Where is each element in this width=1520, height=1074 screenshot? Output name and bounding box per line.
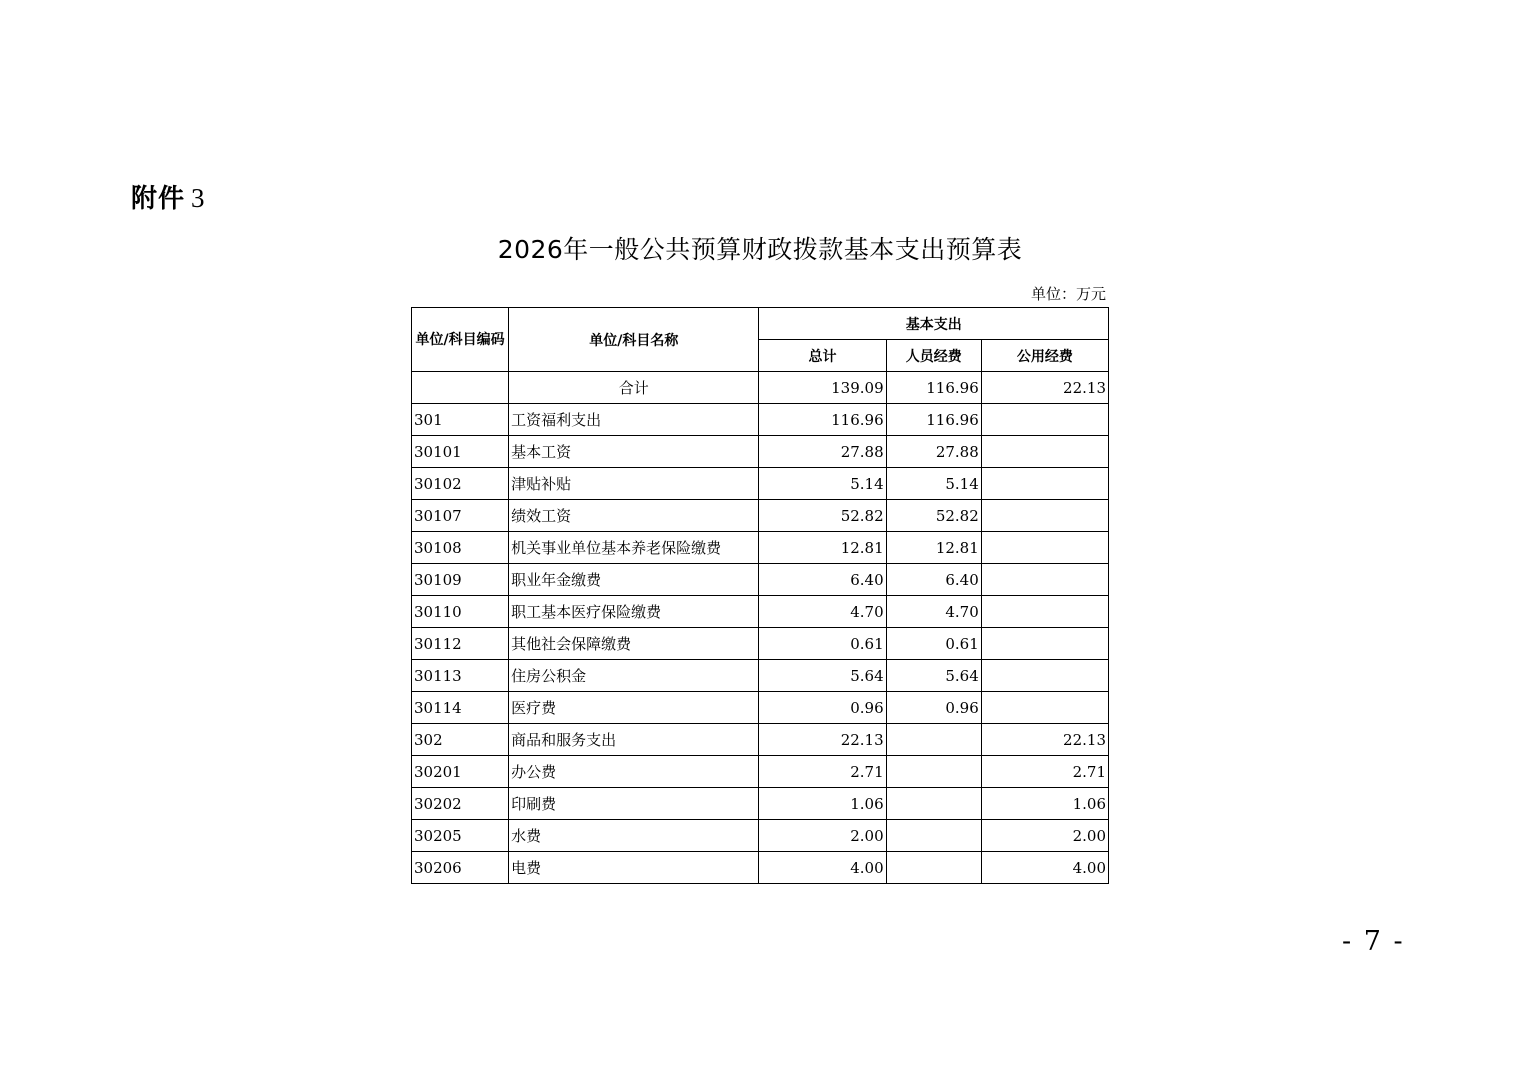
cell-public: 1.06 bbox=[981, 788, 1108, 820]
header-name: 单位/科目名称 bbox=[509, 308, 759, 372]
cell-public bbox=[981, 564, 1108, 596]
cell-public bbox=[981, 628, 1108, 660]
table-row bbox=[412, 628, 1109, 660]
cell-total: 12.81 bbox=[759, 532, 886, 564]
header-basic-expenditure: 基本支出 bbox=[759, 308, 1109, 340]
cell-name: 津贴补贴 bbox=[509, 468, 759, 500]
cell-public bbox=[981, 660, 1108, 692]
cell-public bbox=[981, 596, 1108, 628]
cell-code: 30107 bbox=[412, 500, 509, 532]
table-header bbox=[412, 308, 1109, 372]
page-number: - 7 - bbox=[1342, 926, 1405, 957]
cell-public bbox=[981, 468, 1108, 500]
table-row bbox=[412, 660, 1109, 692]
cell-personnel bbox=[886, 724, 981, 756]
cell-name: 基本工资 bbox=[509, 436, 759, 468]
cell-code: 30102 bbox=[412, 468, 509, 500]
cell-name: 绩效工资 bbox=[509, 500, 759, 532]
table-row bbox=[412, 756, 1109, 788]
cell-personnel bbox=[886, 756, 981, 788]
budget-table bbox=[411, 307, 1109, 884]
table-row bbox=[412, 596, 1109, 628]
header-total: 总计 bbox=[759, 340, 886, 372]
cell-total: 22.13 bbox=[759, 724, 886, 756]
table-row bbox=[412, 468, 1109, 500]
table-row bbox=[412, 436, 1109, 468]
cell-public bbox=[981, 692, 1108, 724]
cell-total: 4.70 bbox=[759, 596, 886, 628]
cell-personnel: 116.96 bbox=[886, 372, 981, 404]
cell-name: 办公费 bbox=[509, 756, 759, 788]
table-row bbox=[412, 564, 1109, 596]
cell-code: 30205 bbox=[412, 820, 509, 852]
cell-total: 5.14 bbox=[759, 468, 886, 500]
cell-code: 301 bbox=[412, 404, 509, 436]
cell-personnel: 5.14 bbox=[886, 468, 981, 500]
cell-total: 2.71 bbox=[759, 756, 886, 788]
cell-total: 27.88 bbox=[759, 436, 886, 468]
cell-code: 30206 bbox=[412, 852, 509, 884]
cell-public bbox=[981, 500, 1108, 532]
table-row bbox=[412, 692, 1109, 724]
cell-name: 职工基本医疗保险缴费 bbox=[509, 596, 759, 628]
cell-code bbox=[412, 372, 509, 404]
cell-personnel bbox=[886, 852, 981, 884]
cell-total: 116.96 bbox=[759, 404, 886, 436]
cell-name: 电费 bbox=[509, 852, 759, 884]
table-row bbox=[412, 500, 1109, 532]
cell-name: 医疗费 bbox=[509, 692, 759, 724]
table-row bbox=[412, 404, 1109, 436]
cell-code: 30112 bbox=[412, 628, 509, 660]
cell-total: 52.82 bbox=[759, 500, 886, 532]
cell-name: 职业年金缴费 bbox=[509, 564, 759, 596]
header-public: 公用经费 bbox=[981, 340, 1108, 372]
cell-name: 其他社会保障缴费 bbox=[509, 628, 759, 660]
cell-name: 机关事业单位基本养老保险缴费 bbox=[509, 532, 759, 564]
cell-public bbox=[981, 436, 1108, 468]
cell-personnel bbox=[886, 788, 981, 820]
attachment-text: 附件 bbox=[131, 184, 186, 214]
cell-public: 4.00 bbox=[981, 852, 1108, 884]
cell-personnel bbox=[886, 820, 981, 852]
cell-public bbox=[981, 532, 1108, 564]
cell-total: 6.40 bbox=[759, 564, 886, 596]
total-row bbox=[412, 372, 1109, 404]
table-body bbox=[412, 372, 1109, 884]
cell-personnel: 6.40 bbox=[886, 564, 981, 596]
cell-personnel: 27.88 bbox=[886, 436, 981, 468]
attachment-label bbox=[131, 178, 206, 215]
cell-code: 30101 bbox=[412, 436, 509, 468]
cell-name: 印刷费 bbox=[509, 788, 759, 820]
cell-total: 1.06 bbox=[759, 788, 886, 820]
cell-total: 2.00 bbox=[759, 820, 886, 852]
cell-public: 22.13 bbox=[981, 372, 1108, 404]
cell-name: 住房公积金 bbox=[509, 660, 759, 692]
table-row bbox=[412, 852, 1109, 884]
cell-code: 30202 bbox=[412, 788, 509, 820]
cell-personnel: 0.61 bbox=[886, 628, 981, 660]
cell-total: 5.64 bbox=[759, 660, 886, 692]
table-row bbox=[412, 788, 1109, 820]
cell-code: 30110 bbox=[412, 596, 509, 628]
cell-personnel: 12.81 bbox=[886, 532, 981, 564]
cell-code: 30114 bbox=[412, 692, 509, 724]
cell-code: 302 bbox=[412, 724, 509, 756]
table-row bbox=[412, 820, 1109, 852]
cell-total: 0.96 bbox=[759, 692, 886, 724]
table-row bbox=[412, 724, 1109, 756]
cell-code: 30201 bbox=[412, 756, 509, 788]
header-personnel: 人员经费 bbox=[886, 340, 981, 372]
attachment-number: 3 bbox=[191, 183, 206, 213]
cell-name: 工资福利支出 bbox=[509, 404, 759, 436]
cell-total: 0.61 bbox=[759, 628, 886, 660]
cell-personnel: 0.96 bbox=[886, 692, 981, 724]
cell-name: 合计 bbox=[509, 372, 759, 404]
cell-public bbox=[981, 404, 1108, 436]
cell-personnel: 116.96 bbox=[886, 404, 981, 436]
cell-name: 水费 bbox=[509, 820, 759, 852]
cell-personnel: 4.70 bbox=[886, 596, 981, 628]
cell-total: 4.00 bbox=[759, 852, 886, 884]
cell-total: 139.09 bbox=[759, 372, 886, 404]
cell-personnel: 52.82 bbox=[886, 500, 981, 532]
cell-code: 30109 bbox=[412, 564, 509, 596]
cell-personnel: 5.64 bbox=[886, 660, 981, 692]
cell-code: 30113 bbox=[412, 660, 509, 692]
cell-public: 2.00 bbox=[981, 820, 1108, 852]
unit-label: 单位：万元 bbox=[1030, 285, 1106, 303]
page-title: 2026年一般公共预算财政拨款基本支出预算表 bbox=[497, 235, 1023, 264]
cell-public: 22.13 bbox=[981, 724, 1108, 756]
cell-code: 30108 bbox=[412, 532, 509, 564]
header-code: 单位/科目编码 bbox=[412, 308, 509, 372]
table-row bbox=[412, 532, 1109, 564]
cell-name: 商品和服务支出 bbox=[509, 724, 759, 756]
cell-public: 2.71 bbox=[981, 756, 1108, 788]
